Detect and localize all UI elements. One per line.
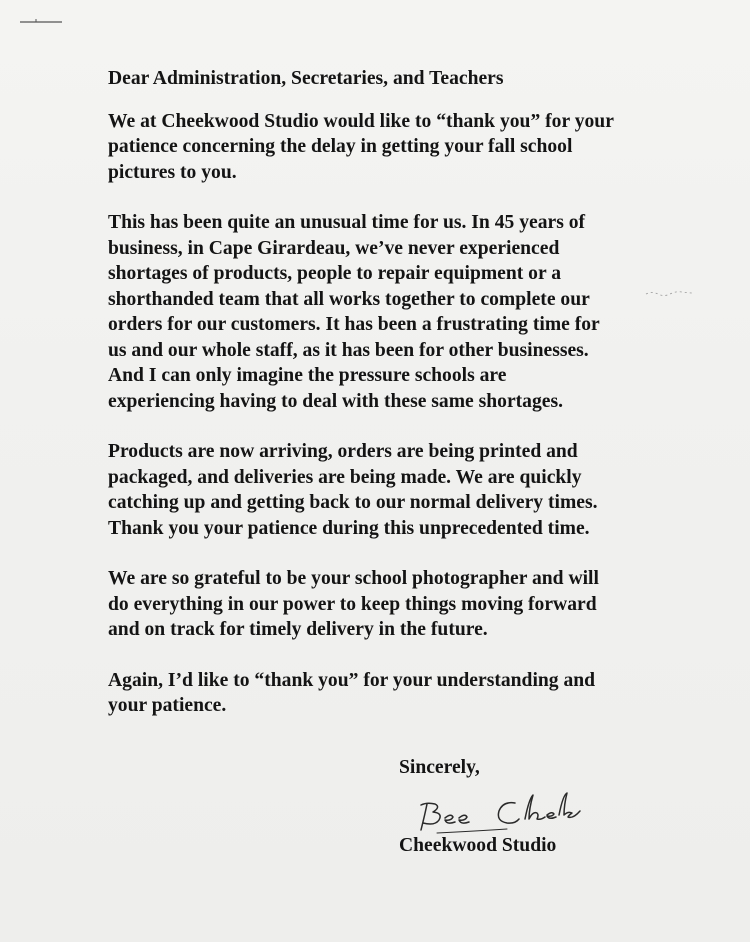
- signoff-name: Cheekwood Studio: [399, 835, 557, 856]
- paragraph-line: This has been quite an unusual time for us. In 45 years of: [108, 212, 586, 233]
- paragraph-line: We are so grateful to be your school photographer and will: [108, 568, 599, 589]
- paragraph-line: And I can only imagine the pressure schools are: [108, 365, 507, 386]
- letter-paragraph: [108, 439, 694, 541]
- paragraph-line: patience concerning the delay in getting your fall school: [108, 136, 573, 157]
- paragraph-line: do everything in our power to keep things moving forward: [108, 593, 597, 615]
- paragraph-line: your patience.: [108, 695, 227, 716]
- letter-body: [104, 66, 694, 744]
- corner-mark: [18, 10, 78, 30]
- paragraph-line: shorthanded team that all works together to complete our: [108, 288, 590, 310]
- paragraph-line: us and our whole staff, as it has been for other businesses.: [108, 339, 589, 361]
- paragraph-line: shortages of products, people to repair equipment or a: [108, 263, 562, 284]
- letter-paragraphs: [104, 109, 694, 719]
- paragraph-line: orders for our customers. It has been a frustrating time for: [108, 314, 600, 335]
- closing: Sincerely,: [399, 757, 480, 778]
- letter-paragraph: [108, 668, 694, 719]
- letter-paragraph: [108, 210, 694, 414]
- paragraph-line: packaged, and deliveries are being made. We are quickly: [108, 466, 582, 488]
- letter-paragraph: [108, 566, 694, 643]
- signature-block: [399, 757, 659, 857]
- paragraph-line: pictures to you.: [108, 161, 237, 183]
- paragraph-line: Thank you your patience during this unprecedented time.: [108, 517, 590, 539]
- paragraph-line: catching up and getting back to our normal delivery times.: [108, 492, 598, 513]
- paragraph-line: We at Cheekwood Studio would like to “thank you” for your: [108, 110, 614, 132]
- paragraph-line: business, in Cape Girardeau, we’ve never experienced: [108, 237, 560, 259]
- paragraph-line: experiencing having to deal with these same shortages.: [108, 390, 563, 412]
- paragraph-line: and on track for timely delivery in the future.: [108, 619, 488, 640]
- paragraph-line: Products are now arriving, orders are being printed and: [108, 441, 578, 462]
- salutation: Dear Administration, Secretaries, and Teachers: [108, 68, 504, 89]
- paragraph-line: Again, I’d like to “thank you” for your understanding and: [108, 669, 596, 691]
- letter-paragraph: [108, 109, 694, 186]
